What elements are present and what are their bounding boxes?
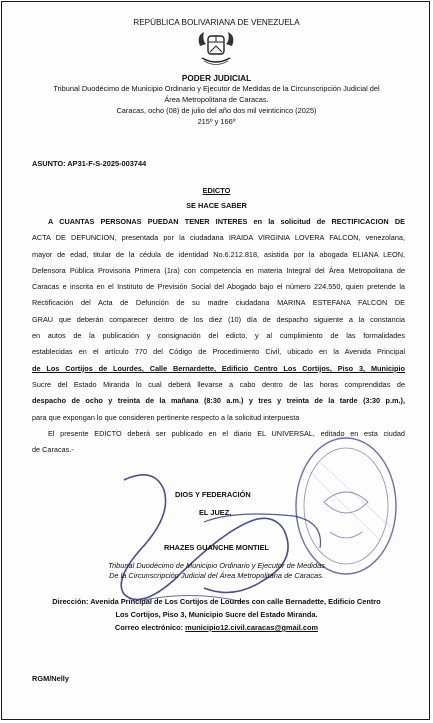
body-line: A CUANTAS PERSONAS PUEDAN TENER INTERES en la solicitud de RECTIFICACION DE bbox=[48, 217, 405, 226]
judge-name: RHAZES GUANCHE MONTIEL bbox=[163, 543, 270, 552]
body-line: en autos de la publicación y consignación del edicto, y al cumplimiento de las formalidades bbox=[32, 331, 405, 341]
body-line: Rectificación del Acta de Defunción de su madre ciudadana MARINA ESTEFANA FALCON DE bbox=[32, 298, 405, 308]
body-line: de Los Cortijos de Lourdes, Calle Bernardette, Edificio Centro Los Cortijos, Piso 3, Municipio bbox=[32, 363, 405, 373]
closing-formula: DIOS Y FEDERACIÓN bbox=[175, 490, 251, 499]
body-line: para que expongan lo que consideren pertinente respecto a la solicitud interpuesta bbox=[32, 412, 300, 422]
publication-line-1: El presente EDICTO deberá ser publicado en el diario EL UNIVERSAL, editado en esta ciudad bbox=[48, 428, 405, 438]
initials: RGM/Nelly bbox=[32, 674, 69, 683]
judge-label: EL JUEZ, bbox=[199, 508, 232, 517]
judge-tribunal-line-1: Tribunal Duodécimo de Municipio Ordinario y Ejecutor de Medidas bbox=[108, 561, 325, 570]
body-line: ACTA DE DEFUNCION, presentada por la ciudadana IRAIDA VIRGINIA LOVERA FALCON, venezolana, bbox=[32, 233, 405, 243]
judge-tribunal-line-2: De la Circunscripción Judicial del Área Metropolitana de Caracas. bbox=[109, 571, 324, 580]
case-number: ASUNTO: AP31-F-S-2025-003744 bbox=[32, 159, 147, 168]
document-title: EDICTO bbox=[202, 186, 231, 195]
coat-of-arms-icon bbox=[194, 28, 238, 68]
power-heading: PODER JUDICIAL bbox=[181, 74, 252, 83]
tribunal-line-1: Tribunal Duodécimo de Municipio Ordinario y Ejecutor de Medidas de la Circunscripción Judicial del bbox=[53, 84, 380, 93]
address-line-1: Dirección: Avenida Principal de Los Cortijos de Lourdes con calle Bernadette, Edificio Centro bbox=[52, 597, 381, 606]
document-subtitle: SE HACE SABER bbox=[186, 201, 247, 210]
email-line bbox=[0, 623, 433, 632]
publication-line-2: de Caracas.- bbox=[32, 445, 74, 455]
edict-body bbox=[32, 214, 405, 458]
body-line: GRAU que deberán comparecer dentro de los diez (10) día de despacho siguiente a la constancia bbox=[32, 314, 405, 324]
republic-heading: REPÚBLICA BOLIVARIANA DE VENEZUELA bbox=[133, 18, 300, 27]
email-label: Correo electrónico: bbox=[114, 623, 184, 632]
tribunal-line-2: Área Metropolitana de Caracas. bbox=[164, 95, 269, 104]
body-line: establecidas en el artículo 770 del Código de Procedimiento Civil, ubicado en la Avenida Principal bbox=[32, 347, 405, 357]
email-link[interactable]: municipio12.civil.caracas@gmail.com bbox=[185, 623, 319, 632]
document-date: Caracas, ocho (08) de julio del año dos mil veinticinco (2025) bbox=[116, 106, 317, 115]
body-line: mayor de edad, titular de la cédula de identidad No.6.212.818, asistida por la abogada ELIANA LEON, bbox=[32, 249, 405, 259]
address-line-2: Los Cortijos, Piso 3, Municipio Sucre del Estado Miranda. bbox=[115, 610, 318, 619]
body-line: Caracas e inscrita en el Instituto de Previsión Social del Abogado bajo el número 224.550, quien pretende la bbox=[32, 282, 405, 292]
body-line: Defensora Pública Provisoria Primera (1ra) con competencia en materia Integral del Área Metropolitana de bbox=[32, 265, 405, 275]
years-note: 215º y 166º bbox=[197, 117, 236, 126]
body-line: despacho de ocho y treinta de la mañana (8:30 a.m.) y tres y treinta de la tarde (3:30 p.m.), bbox=[32, 396, 405, 406]
court-stamp-icon bbox=[290, 432, 402, 580]
body-line: Sucre del Estado Miranda lo cual deberá llevarse a cabo dentro de las horas comprendidas de bbox=[32, 379, 405, 389]
